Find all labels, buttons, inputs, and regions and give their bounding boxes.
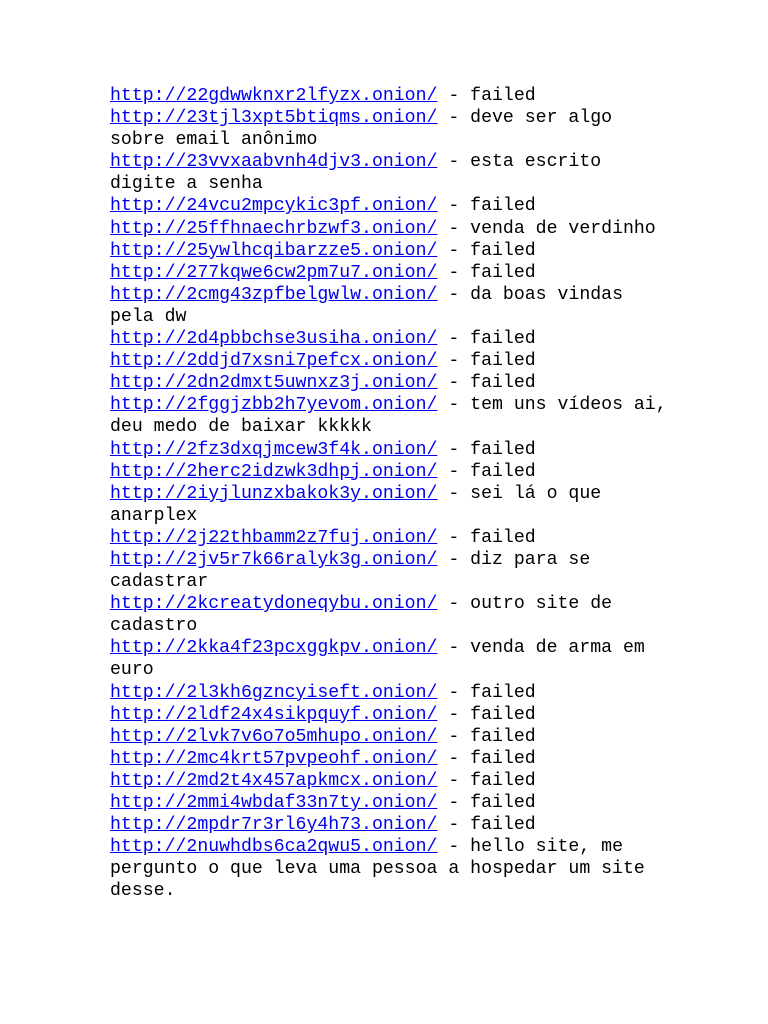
document-body (110, 85, 670, 902)
onion-link[interactable]: http://2ldf24x4sikpquyf.onion/ (110, 704, 438, 725)
list-item (110, 328, 670, 350)
link-note: - failed (437, 373, 536, 394)
onion-link[interactable]: http://23vvxaabvnh4djv3.onion/ (110, 152, 438, 173)
link-note: - hello site, me pergunto o que leva uma pessoa a hospedar um site desse. (110, 837, 645, 902)
list-item (110, 262, 670, 284)
list-item (110, 151, 670, 195)
link-note: - esta escrito digite a senha (110, 152, 602, 195)
list-item (110, 814, 670, 836)
list-item (110, 637, 670, 681)
onion-link[interactable]: http://2jv5r7k66ralyk3g.onion/ (110, 549, 438, 570)
link-note: - failed (437, 351, 536, 372)
link-note: - venda de verdinho (437, 218, 656, 239)
list-item (110, 836, 670, 902)
list-item (110, 350, 670, 372)
link-note: - venda de arma em euro (110, 638, 645, 681)
list-item (110, 218, 670, 240)
onion-link[interactable]: http://2ddjd7xsni7pefcx.onion/ (110, 351, 438, 372)
link-note: - failed (437, 439, 536, 460)
link-note: - failed (437, 240, 536, 261)
onion-link[interactable]: http://2md2t4x457apkmcx.onion/ (110, 770, 438, 791)
onion-link[interactable]: http://25ywlhcqibarzze5.onion/ (110, 240, 438, 261)
link-note: - deve ser algo sobre email anônimo (110, 108, 613, 151)
link-note: - failed (437, 196, 536, 217)
list-item (110, 439, 670, 461)
list-item (110, 85, 670, 107)
list-item (110, 107, 670, 151)
list-item (110, 549, 670, 593)
link-note: - failed (437, 527, 536, 548)
onion-link[interactable]: http://2herc2idzwk3dhpj.onion/ (110, 461, 438, 482)
onion-link[interactable]: http://2mpdr7r3rl6y4h73.onion/ (110, 815, 438, 836)
link-note: - sei lá o que anarplex (110, 483, 602, 526)
link-note: - failed (437, 726, 536, 747)
onion-link[interactable]: http://23tjl3xpt5btiqms.onion/ (110, 108, 438, 129)
onion-link[interactable]: http://2nuwhdbs6ca2qwu5.onion/ (110, 837, 438, 858)
link-note: - tem uns vídeos ai, deu medo de baixar kkkkk (110, 395, 667, 438)
link-note: - failed (437, 86, 536, 106)
list-item (110, 726, 670, 748)
link-note: - failed (437, 461, 536, 482)
onion-link[interactable]: http://2j22thbamm2z7fuj.onion/ (110, 527, 438, 548)
list-item (110, 792, 670, 814)
onion-link[interactable]: http://22gdwwknxr2lfyzx.onion/ (110, 86, 438, 106)
list-item (110, 704, 670, 726)
link-note: - failed (437, 329, 536, 350)
onion-link[interactable]: http://2dn2dmxt5uwnxz3j.onion/ (110, 373, 438, 394)
onion-link[interactable]: http://24vcu2mpcykic3pf.onion/ (110, 196, 438, 217)
link-note: - failed (437, 793, 536, 813)
onion-link[interactable]: http://2l3kh6gzncyiseft.onion/ (110, 682, 438, 703)
onion-link[interactable]: http://25ffhnaechrbzwf3.onion/ (110, 218, 438, 239)
list-item (110, 682, 670, 704)
list-item (110, 284, 670, 328)
list-item (110, 461, 670, 483)
list-item (110, 394, 670, 438)
link-note: - failed (437, 262, 536, 283)
list-item (110, 372, 670, 394)
onion-link[interactable]: http://2mmi4wbdaf33n7ty.onion/ (110, 793, 438, 813)
list-item (110, 195, 670, 217)
onion-link[interactable]: http://2kka4f23pcxggkpv.onion/ (110, 638, 438, 659)
onion-link[interactable]: http://2kcreatydoneqybu.onion/ (110, 594, 438, 615)
link-note: - diz para se cadastrar (110, 549, 591, 593)
onion-link[interactable]: http://277kqwe6cw2pm7u7.onion/ (110, 262, 438, 283)
link-note: - da boas vindas pela dw (110, 284, 623, 327)
onion-link[interactable]: http://2cmg43zpfbelgwlw.onion/ (110, 284, 438, 305)
link-note: - failed (437, 815, 536, 836)
list-item (110, 593, 670, 637)
onion-link[interactable]: http://2fz3dxqjmcew3f4k.onion/ (110, 439, 438, 460)
link-note: - failed (437, 748, 536, 769)
link-note: - outro site de cadastro (110, 594, 613, 637)
list-item (110, 748, 670, 770)
list-item (110, 527, 670, 549)
onion-link[interactable]: http://2mc4krt57pvpeohf.onion/ (110, 748, 438, 769)
onion-link[interactable]: http://2lvk7v6o7o5mhupo.onion/ (110, 726, 438, 747)
onion-link[interactable]: http://2fggjzbb2h7yevom.onion/ (110, 395, 438, 416)
link-note: - failed (437, 704, 536, 725)
link-note: - failed (437, 682, 536, 703)
onion-link[interactable]: http://2d4pbbchse3usiha.onion/ (110, 329, 438, 350)
list-item (110, 770, 670, 792)
link-note: - failed (437, 770, 536, 791)
list-item (110, 240, 670, 262)
onion-link[interactable]: http://2iyjlunzxbakok3y.onion/ (110, 483, 438, 504)
list-item (110, 483, 670, 527)
